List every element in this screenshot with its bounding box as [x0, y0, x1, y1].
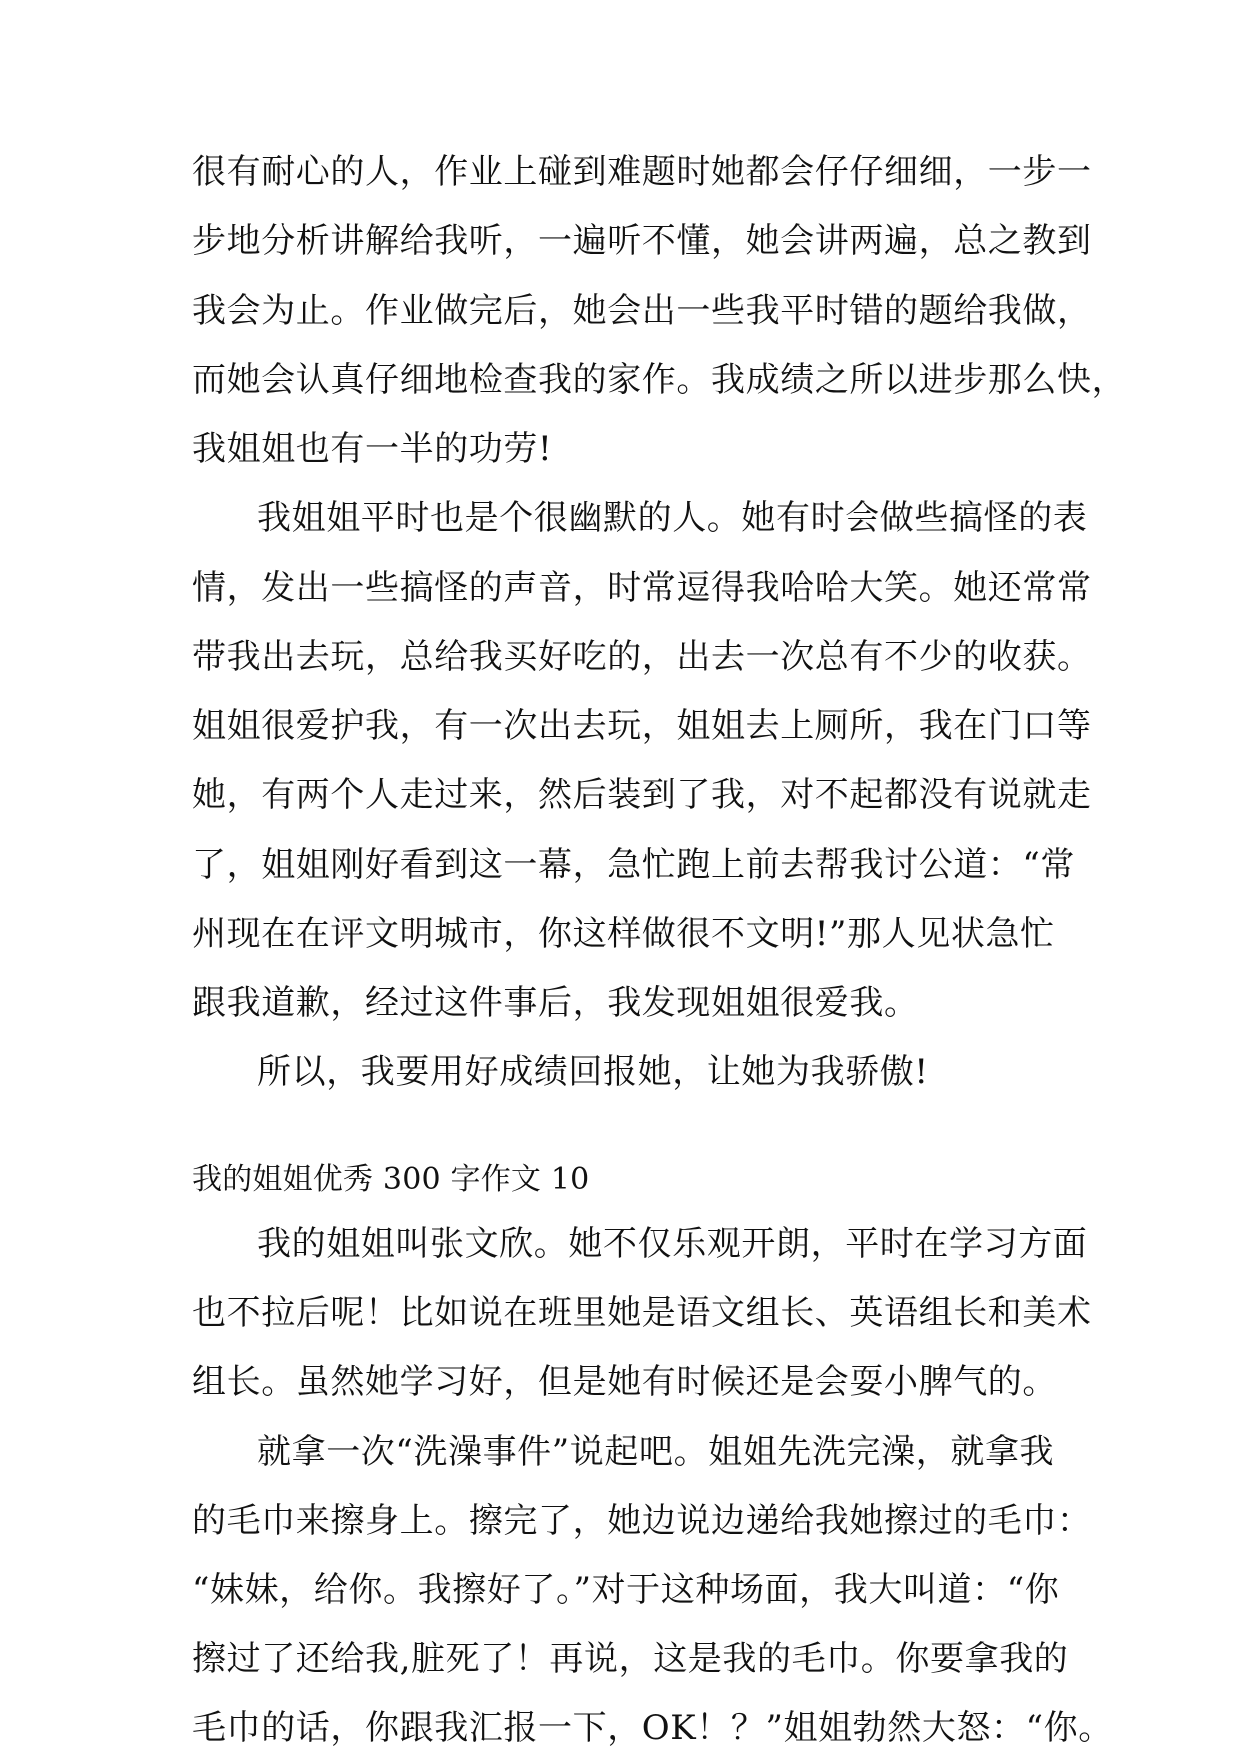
paragraph-first-line: 我姐姐平时也是个很幽默的人。她有时会做些搞怪的表: [257, 498, 1088, 538]
paragraph-first-line: 就拿一次“洗澡事件”说起吧。姐姐先洗完澡，就拿我: [257, 1432, 1055, 1472]
text-line: 她，有两个人走过来，然后装到了我，对不起都没有说就走: [192, 775, 1092, 815]
text-line: 州现在在评文明城市，你这样做很不文明!”那人见状急忙: [192, 914, 1055, 954]
text-line: 擦过了还给我,脏死了！再说，这是我的毛巾。你要拿我的: [192, 1639, 1069, 1679]
text-line: 而她会认真仔细地检查我的家作。我成绩之所以进步那么快，: [192, 360, 1127, 400]
paragraph-first-line: 我的姐姐叫张文欣。她不仅乐观开朗，平时在学习方面: [257, 1224, 1088, 1264]
text-line: 的毛巾来擦身上。擦完了，她边说边递给我她擦过的毛巾：: [192, 1501, 1092, 1541]
text-line: 组长。虽然她学习好，但是她有时候还是会耍小脾气的。: [192, 1362, 1057, 1402]
text-line: 姐姐很爱护我，有一次出去玩，姐姐去上厕所，我在门口等: [192, 706, 1092, 746]
text-line: 也不拉后呢！比如说在班里她是语文组长、英语组长和美术: [192, 1293, 1092, 1333]
text-line: 了，姐姐刚好看到这一幕，急忙跑上前去帮我讨公道：“常: [192, 845, 1075, 885]
text-line: 跟我道歉，经过这件事后，我发现姐姐很爱我。: [192, 983, 919, 1023]
text-line: 我姐姐也有一半的功劳!: [192, 429, 553, 469]
article-heading: 我的姐姐优秀 300 字作文 10: [192, 1162, 590, 1197]
text-line: 毛巾的话，你跟我汇报一下，OK！？”姐姐勃然大怒：“你。: [192, 1708, 1113, 1748]
text-line: “妹妹，给你。我擦好了。”对于这种场面，我大叫道：“你: [192, 1570, 1060, 1610]
text-line: 带我出去玩，总给我买好吃的，出去一次总有不少的收获。: [192, 637, 1092, 677]
text-line: 很有耐心的人，作业上碰到难题时她都会仔仔细细，一步一: [192, 152, 1092, 192]
text-line: 情，发出一些搞怪的声音，时常逗得我哈哈大笑。她还常常: [192, 568, 1092, 608]
text-line: 步地分析讲解给我听，一遍听不懂，她会讲两遍，总之教到: [192, 221, 1092, 261]
text-line: 我会为止。作业做完后，她会出一些我平时错的题给我做，: [192, 291, 1092, 331]
paragraph-first-line: 所以，我要用好成绩回报她，让她为我骄傲!: [257, 1052, 929, 1092]
